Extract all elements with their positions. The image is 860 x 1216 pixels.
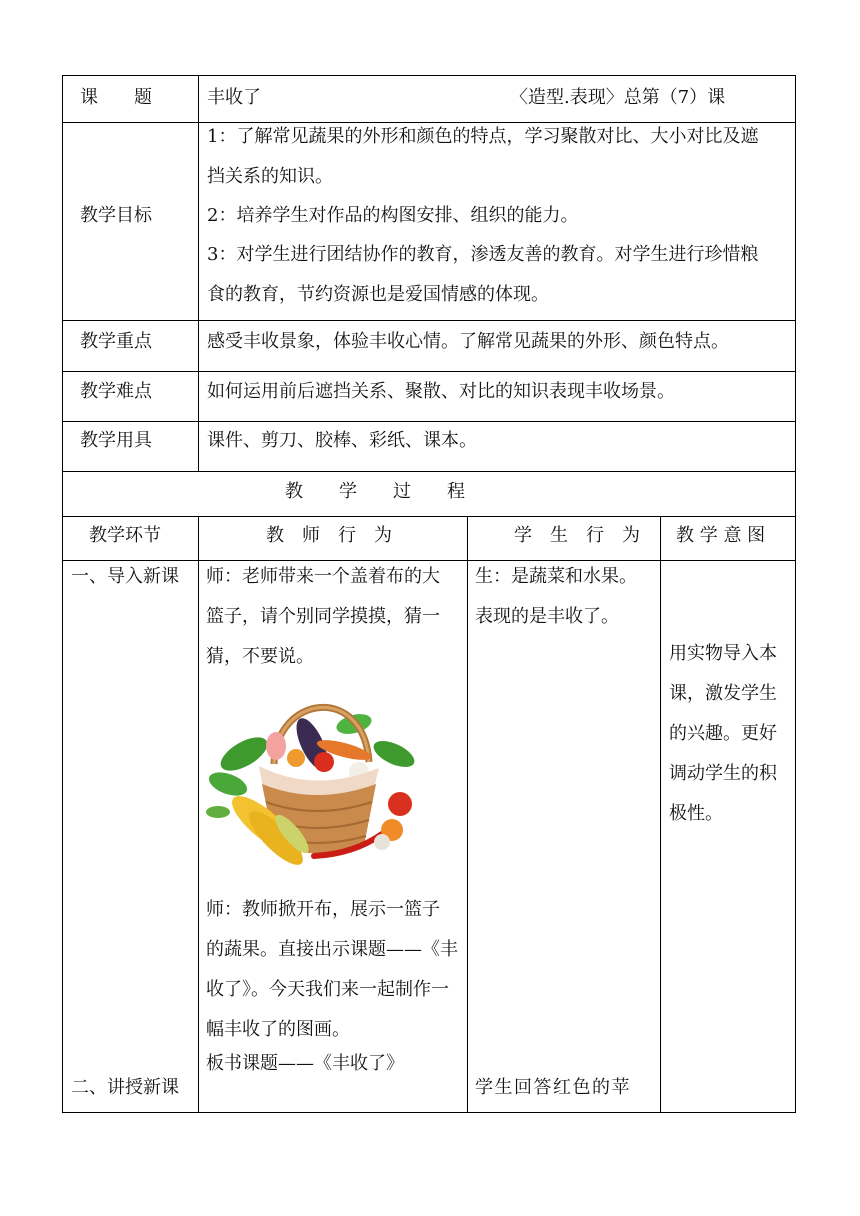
teacher-line: 师：教师掀开布，展示一篮子 bbox=[206, 899, 440, 920]
tools-label: 教学用具 bbox=[80, 430, 152, 451]
intent-line: 调动学生的积 bbox=[669, 763, 777, 784]
teacher-text bbox=[206, 890, 466, 1050]
goal-line: 挡关系的知识。 bbox=[207, 166, 333, 187]
intent-line: 的兴趣。更好 bbox=[669, 723, 777, 744]
student-text bbox=[475, 557, 660, 637]
difficulties-value: 如何运用前后遮挡关系、聚散、对比的知识表现丰收场景。 bbox=[207, 381, 675, 402]
intent-text bbox=[669, 634, 794, 834]
rule bbox=[467, 516, 468, 1113]
rule bbox=[62, 320, 796, 321]
teacher-line: 篮子，请个别同学摸摸，猜一 bbox=[206, 606, 440, 627]
difficulties-label: 教学难点 bbox=[80, 381, 152, 402]
goals-label: 教学目标 bbox=[80, 205, 152, 226]
rule bbox=[198, 75, 199, 472]
rule bbox=[62, 75, 796, 76]
intent-line: 极性。 bbox=[669, 803, 723, 824]
rule bbox=[62, 75, 63, 1113]
teacher-line: 幅丰收了的图画。 bbox=[206, 1019, 350, 1040]
goal-line: 2：培养学生对作品的构图安排、组织的能力。 bbox=[207, 205, 579, 226]
topic-value: 丰收了 bbox=[207, 87, 261, 108]
key-points-value: 感受丰收景象，体验丰收心情。了解常见蔬果的外形、颜色特点。 bbox=[207, 331, 729, 352]
teacher-line: 收了》。今天我们来一起制作一 bbox=[206, 979, 449, 1000]
lesson-info: 〈造型.表现〉总第（7）课 bbox=[510, 87, 726, 108]
student-line: 表现的是丰收了。 bbox=[475, 606, 619, 627]
teacher-line: 的蔬果。直接出示课题——《丰 bbox=[206, 939, 458, 960]
rule bbox=[62, 471, 796, 472]
teacher-text bbox=[206, 557, 466, 677]
teacher-line: 板书课题——《丰收了》 bbox=[206, 1053, 404, 1074]
teacher-line: 猜，不要说。 bbox=[206, 646, 314, 667]
goal-line: 3：对学生进行团结协作的教育，渗透友善的教育。对学生进行珍惜粮 bbox=[207, 244, 759, 265]
stage-intro: 一、导入新课 bbox=[71, 566, 179, 587]
student-line: 生：是蔬菜和水果。 bbox=[475, 566, 637, 587]
rule bbox=[62, 122, 796, 123]
rule bbox=[62, 516, 796, 517]
process-title: 教 学 过 程 bbox=[285, 481, 465, 502]
topic-label: 课 题 bbox=[80, 87, 152, 108]
rule bbox=[660, 516, 661, 1113]
col-header-stage: 教学环节 bbox=[89, 525, 161, 546]
goal-line: 食的教育，节约资源也是爱国情感的体现。 bbox=[207, 284, 549, 305]
rule bbox=[62, 371, 796, 372]
rule bbox=[795, 75, 796, 1113]
col-header-intent: 教 学 意 图 bbox=[676, 525, 766, 546]
stage-teaching: 二、讲授新课 bbox=[71, 1077, 179, 1098]
intent-line: 课，激发学生 bbox=[669, 683, 777, 704]
col-header-teacher: 教 师 行 为 bbox=[266, 525, 392, 546]
goal-line: 1：了解常见蔬果的外形和颜色的特点，学习聚散对比、大小对比及遮 bbox=[207, 126, 759, 147]
rule bbox=[62, 1112, 796, 1113]
rule bbox=[198, 516, 199, 1113]
rule bbox=[62, 421, 796, 422]
tools-value: 课件、剪刀、胶棒、彩纸、课本。 bbox=[207, 430, 477, 451]
intent-line: 用实物导入本 bbox=[669, 643, 777, 664]
col-header-student: 学 生 行 为 bbox=[514, 525, 640, 546]
vegetable-basket-image bbox=[204, 684, 426, 868]
student-line: 学生回答红色的苹 bbox=[475, 1077, 631, 1098]
teacher-line: 师：老师带来一个盖着布的大 bbox=[206, 566, 440, 587]
key-points-label: 教学重点 bbox=[80, 331, 152, 352]
